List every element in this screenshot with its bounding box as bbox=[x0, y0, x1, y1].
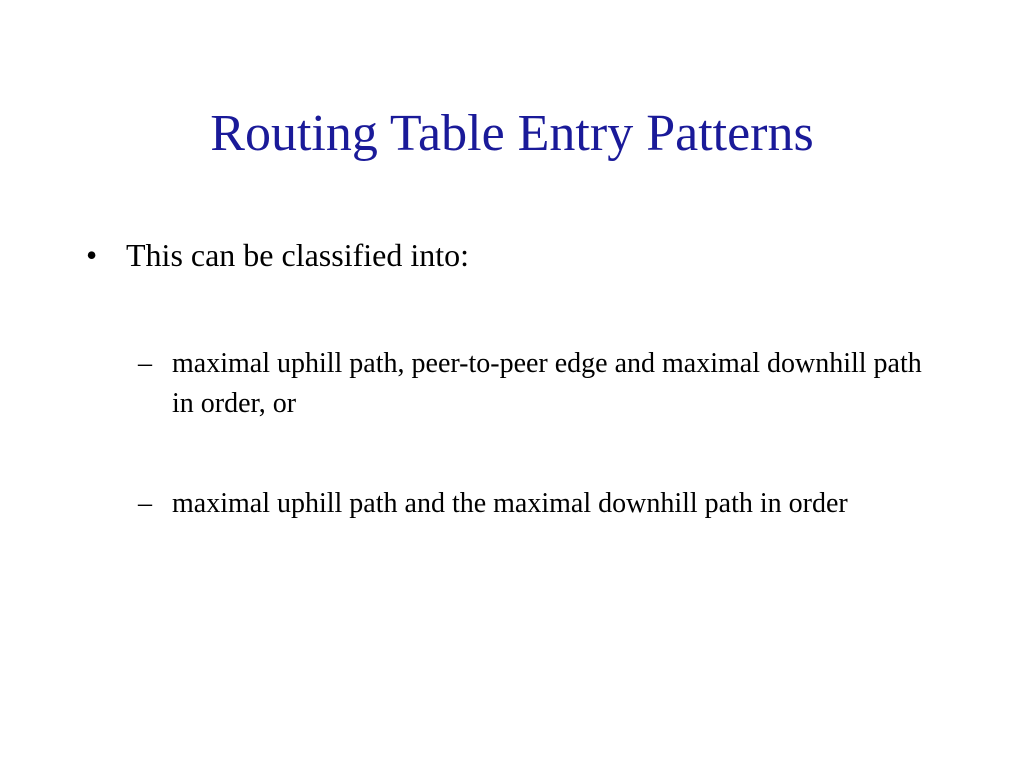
sub-bullet-marker: – bbox=[138, 348, 152, 379]
sub-bullet-item bbox=[138, 344, 938, 424]
sub-bullet-text: maximal uphill path, peer-to-peer edge and maximal downhill path in order, or bbox=[172, 348, 922, 419]
slide-title: Routing Table Entry Patterns bbox=[210, 105, 814, 162]
bullet-text: This can be classified into: bbox=[126, 237, 470, 273]
bullet-item bbox=[86, 233, 469, 277]
sub-bullet-item bbox=[138, 484, 938, 524]
sub-bullet-marker: – bbox=[138, 488, 152, 519]
bullet-marker: • bbox=[86, 237, 98, 273]
sub-bullet-text: maximal uphill path and the maximal downhill path in order bbox=[172, 488, 848, 519]
